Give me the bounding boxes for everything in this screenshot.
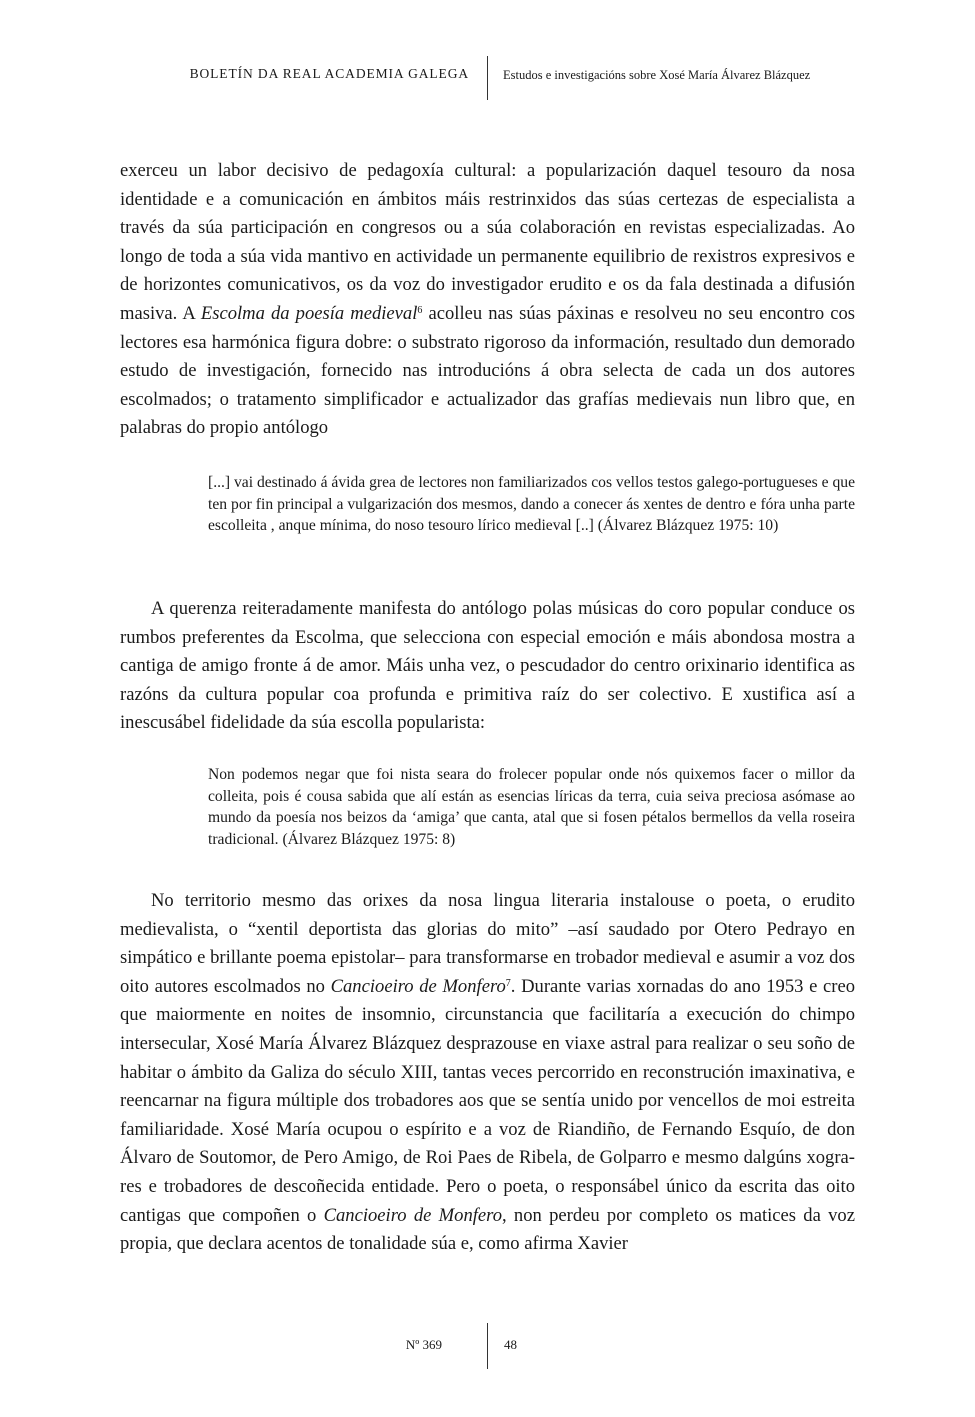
- footer-divider: [487, 1323, 488, 1369]
- paragraph-3-text-a: No territorio mesmo das orixes da nosa lingua literaria instalouse o poeta, o erudito medievalista, o “xentil deportista das glorias do mito” –así saudado por Otero Pedrayo en simpático e brillante poema epistolar– para transformarse en trobador medieval e asumir a voz dos oito autores escolmados no: [120, 890, 855, 997]
- paragraph-3: [120, 887, 855, 1259]
- footnote-ref-6: 6: [417, 304, 423, 316]
- running-header: [0, 56, 975, 100]
- section-title: Estudos e investigacións sobre Xosé María Álvarez Blázquez: [503, 68, 811, 82]
- book-title-cancioeiro-2: Cancioeiro de Monfero: [323, 1204, 502, 1226]
- block-quote-1-text: [...] vai destinado á ávida grea de lectores non familiarizados cos vellos testos galego-portugueses e que ten por fin principal a vulgarización dos mesmos, dando a conecer ás xentes de dentro e fóra unha parte escolleita , anque mínima, do noso tesouro lírico medieval [..] (Álvarez Blázquez 1975: 10): [208, 474, 855, 535]
- paragraph-1-text-b: acolleu nas súas páxinas e resolveu no seu encontro cos lectores esa harmónica figura dobre: o substrato rigoroso da información, resultado dun demorado estudo de investigación, fornecido nas introducións á obra selecta de cada un dos autores escolmados; o tratamento simplificador e actualizador das grafías medievais nun libro que, en palabras do propio antólogo: [120, 302, 855, 439]
- footnote-ref-7: 7: [505, 977, 511, 989]
- paragraph-2: [120, 595, 855, 738]
- paragraph-1: [120, 157, 855, 443]
- paragraph-3-text-c: , non perdeu por completo os matices da voz propia, que declara acentos de tonalidade súa e, como afirma Xavier: [120, 1204, 855, 1255]
- page-footer: [0, 1323, 975, 1369]
- block-quote-2: [208, 764, 855, 850]
- paragraph-1-text-a: exerceu un labor decisivo de pedagoxía cultural: a popularización daquel tesouro da nosa identidade e a comunicación en ámbitos máis restrinxidos das súas certezas de especialista a través da súa participación en congresos ou a súa colaboración en revistas especializadas. Ao longo de toda a súa vida mantivo en actividade un permanente equilibrio de rexistros expresivos e de horizontes comunicativos, os da voz do investigador erudito e os da fala destinada a difusión masiva. A: [120, 160, 855, 324]
- paragraph-3-text-b: . Durante varias xornadas do ano 1953 e creo que maiormente en noites de insomnio, circunstancia que facilitaría a execución do chimpo intersecular, Xosé María Álvarez Blázquez desprazouse en viaxe astral para realizar o seu soño de habitar o ámbito da Galiza do século XIII, tantas veces percorrido en reconstrución imaxinativa, e reencarnar na figura múltiple dos trobadores aos que se sentía unido por vencellos de moi estreita familiaridade. Xosé María ocupou o espírito e a voz de Riandiño, de Fernando Esquío, de don Álvaro de Soutomor, de Pero Amigo, de Roi Paes de Ribela, de Golparro e mesmo dalgúns xograres e trobadores de descoñecida entidade. Pero o poeta, o responsábel único da escrita das oito cantigas que compoñen o: [120, 975, 855, 1226]
- journal-title: BOLETÍN DA REAL ACADEMIA GALEGA: [189, 66, 469, 81]
- header-divider: [487, 56, 488, 100]
- page-number: 48: [504, 1337, 517, 1352]
- block-quote-1: [208, 472, 855, 537]
- paragraph-2-text: A querenza reiteradamente manifesta do antólogo polas músicas do coro popular conduce os rumbos preferentes da Escolma, que selecciona con especial emoción e máis abondosa mostra a cantiga de amigo fronte á de amor. Máis unha vez, o pescudador do centro orixinario identifica as razóns da cultura popular coa profunda e primitiva raíz do ser colectivo. E xustifica así a inescusábel fidelidade da súa escolla popularista:: [120, 598, 855, 734]
- block-quote-2-text: Non podemos negar que foi nista seara do frolecer popular onde nós quixemos facer o millor da colleita, pois é cousa sabida que alí están as esencias líricas da terra, cuia seiva preciosa asómase ao mundo da poesía nos beizos da ‘amiga’ que canta, atal que si fosen pétalos bermellos da vella roseira tradicional. (Álvarez Blázquez 1975: 8): [208, 766, 855, 848]
- book-title-cancioeiro: Cancioeiro de Monfero: [330, 975, 506, 997]
- issue-number: Nº 369: [405, 1337, 442, 1352]
- book-title-escolma: Escolma da poesía medieval: [200, 302, 418, 324]
